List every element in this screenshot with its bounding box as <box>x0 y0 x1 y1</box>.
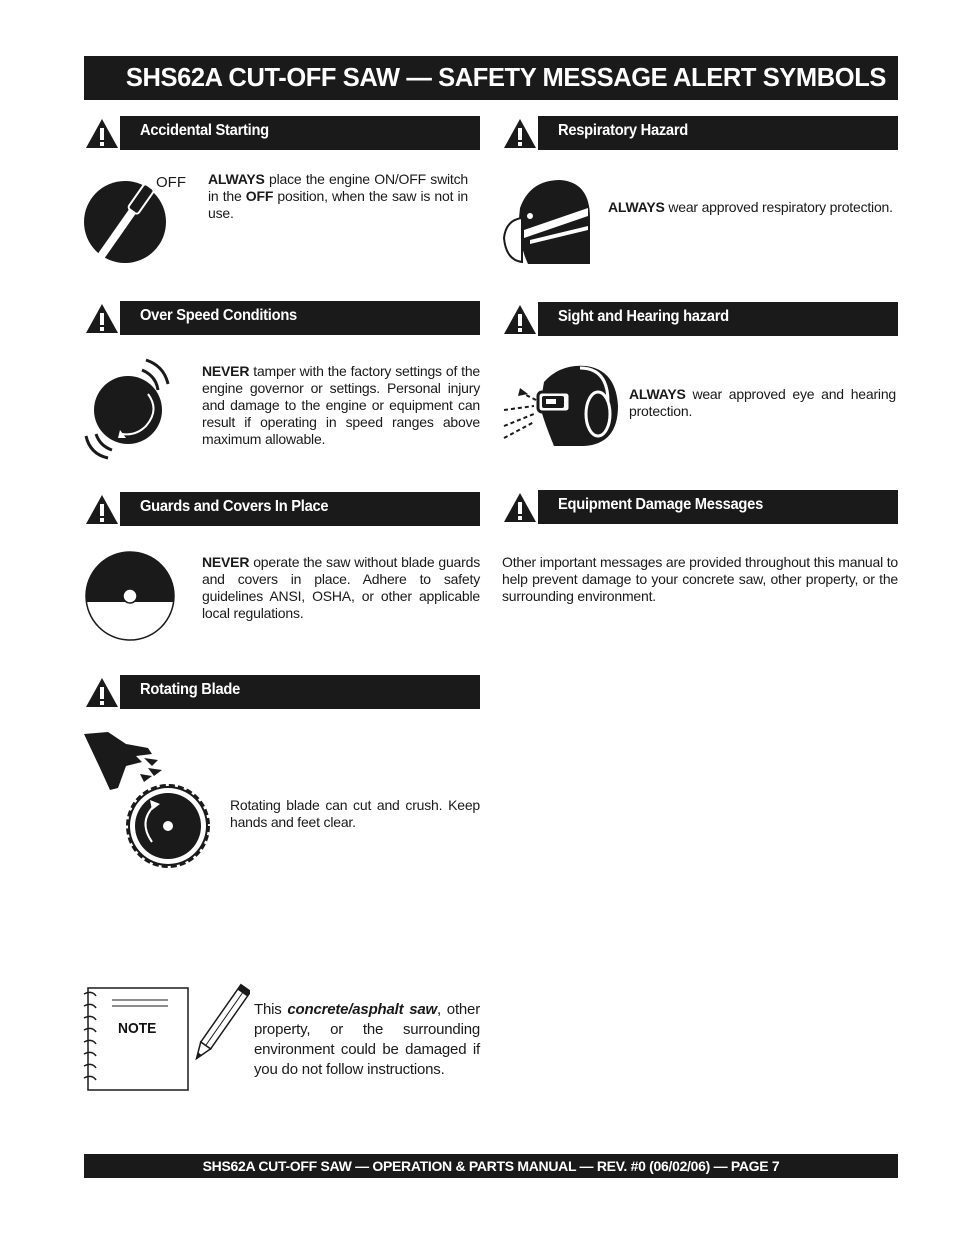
section-title: Equipment Damage Messages <box>558 496 763 513</box>
page-footer: SHS62A CUT-OFF SAW — OPERATION & PARTS MANUAL — REV. #0 (06/02/06) — PAGE 7 <box>202 1158 780 1174</box>
lead-word: NEVER <box>202 554 250 570</box>
over-speed-text <box>202 363 480 448</box>
equipment-damage-text: Other important messages are provided throughout this manual to help prevent damage to your concrete saw, other property, or the surrounding environment. <box>502 554 898 604</box>
body-text: position, when the saw is not in use. <box>208 188 468 221</box>
warning-triangle-icon <box>84 492 120 526</box>
blade-guard-icon <box>82 548 182 642</box>
section-header-rotating-blade <box>84 675 480 709</box>
switch-off-icon <box>84 172 196 264</box>
eye-hearing-protection-icon <box>500 362 622 450</box>
section-header-accidental-starting <box>84 116 480 150</box>
warning-triangle-icon <box>84 116 120 150</box>
respirator-mask-icon <box>500 178 592 268</box>
warning-triangle-icon <box>502 490 538 524</box>
section-title: Guards and Covers In Place <box>140 498 329 515</box>
lead-word: ALWAYS <box>208 171 265 187</box>
body-text: operate the saw without blade guards and covers in place. Adhere to safety guidelines ANSI, OSHA, or other applicable local regulations. <box>202 554 480 621</box>
warning-triangle-icon <box>502 302 538 336</box>
section-header-sight-hearing <box>502 302 898 336</box>
page-title-bar <box>84 56 898 100</box>
section-header-guards-covers <box>84 492 480 526</box>
body-text: wear approved eye and hearing protection. <box>629 386 896 419</box>
lead-word: NEVER <box>202 363 250 379</box>
section-header-respiratory-hazard <box>502 116 898 150</box>
body-text: , other property, or the surrounding environment could be damaged if you do not follow instructions. <box>254 1001 480 1078</box>
emphasis-word: OFF <box>245 188 274 204</box>
body-text: wear approved respiratory protection. <box>664 199 893 215</box>
switch-off-label: OFF <box>156 174 186 191</box>
note-text <box>254 1000 480 1080</box>
section-title: Respiratory Hazard <box>558 122 689 139</box>
body-text: This <box>254 1001 288 1018</box>
section-title: Sight and Hearing hazard <box>558 308 729 325</box>
note-label: NOTE <box>118 1020 157 1037</box>
warning-triangle-icon <box>502 116 538 150</box>
warning-triangle-icon <box>84 675 120 709</box>
warning-triangle-icon <box>84 301 120 335</box>
section-title: Over Speed Conditions <box>140 307 297 324</box>
lead-word: ALWAYS <box>629 386 686 402</box>
section-header-equipment-damage <box>502 490 898 524</box>
rotating-blade-icon <box>82 730 218 870</box>
rotating-blade-text: Rotating blade can cut and crush. Keep hands and feet clear. <box>230 797 480 830</box>
sight-hearing-text <box>629 386 896 420</box>
section-header-over-speed <box>84 301 480 335</box>
notebook-icon <box>82 984 192 1094</box>
page-footer-bar <box>84 1154 898 1178</box>
over-speed-icon <box>82 354 178 462</box>
emphasis-phrase: concrete/asphalt saw <box>287 1001 437 1018</box>
body-text: tamper with the factory settings of the engine governor or settings. Personal injury and damage to the engine or equipment can result if operating in speed ranges above maximum allowable. <box>202 363 480 447</box>
accidental-starting-text <box>208 171 468 222</box>
pencil-icon <box>190 982 250 1068</box>
respiratory-hazard-text <box>608 199 900 216</box>
guards-covers-text <box>202 554 480 622</box>
section-title: Rotating Blade <box>140 681 241 698</box>
section-title: Accidental Starting <box>140 122 269 139</box>
lead-word: ALWAYS <box>608 199 665 215</box>
page-title: SHS62A CUT-OFF SAW — SAFETY MESSAGE ALERT SYMBOLS <box>125 64 886 92</box>
body-text: place the engine ON/OFF switch in the <box>208 171 468 204</box>
